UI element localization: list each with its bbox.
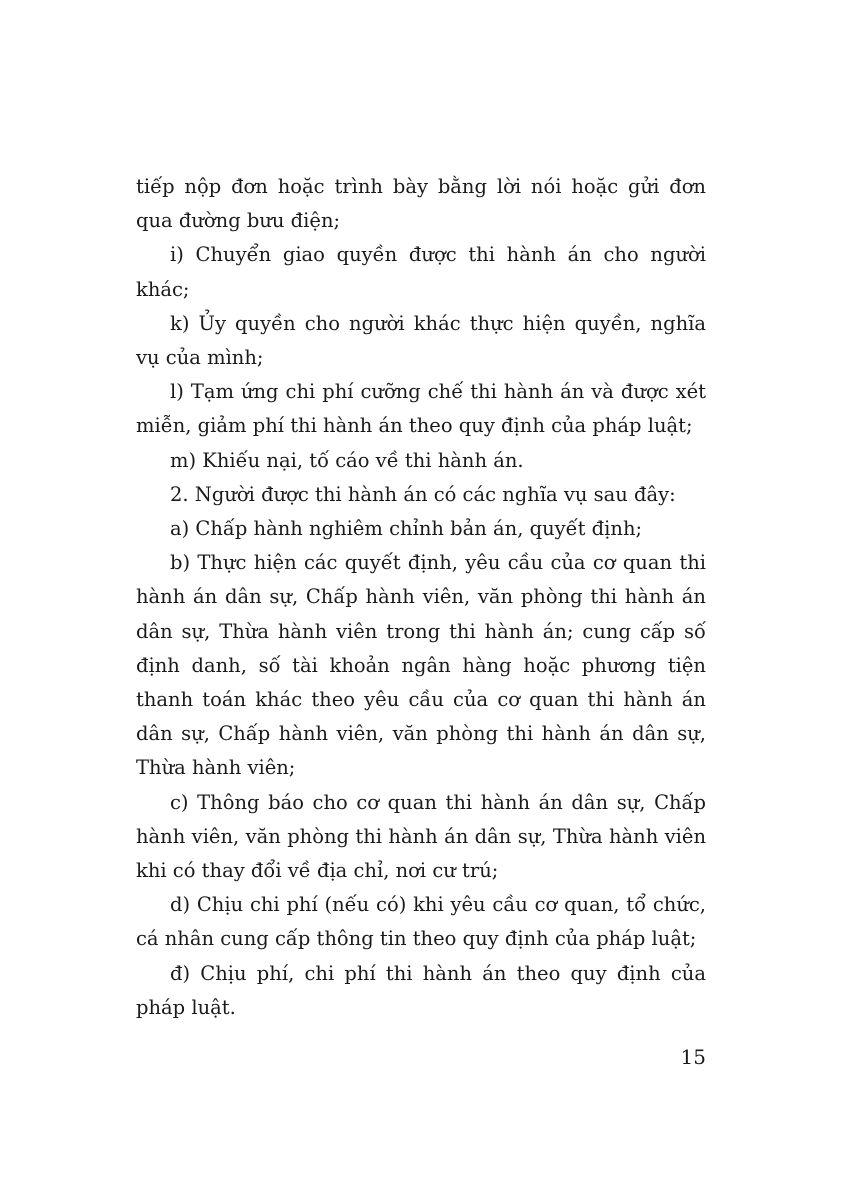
paragraph-item-m: m) Khiếu nại, tố cáo về thi hành án. [170,448,524,472]
paragraph-continuation: tiếp nộp đơn hoặc trình bày bằng lời nói hoặc gửi đơn qua đường bưu điện; [136,175,706,233]
paragraph-item-l: l) Tạm ứng chi phí cưỡng chế thi hành án và được xét miễn, giảm phí thi hành án theo quy định của pháp luật; [136,380,706,438]
paragraph-item-k: k) Ủy quyền cho người khác thực hiện quyền, nghĩa vụ của mình; [136,311,706,370]
body-text [136,170,706,1025]
page-number: 15 [680,1045,706,1069]
paragraph-item-d: d) Chịu chi phí (nếu có) khi yêu cầu cơ quan, tổ chức, cá nhân cung cấp thông tin theo quy định của pháp luật; [136,893,706,951]
paragraph-item-i: i) Chuyển giao quyền được thi hành án cho người khác; [136,243,706,301]
paragraph-item-c: c) Thông báo cho cơ quan thi hành án dân sự, Chấp hành viên, văn phòng thi hành án dân sự, Thừa hành viên khi có thay đổi về địa chỉ, nơi cư trú; [136,790,706,883]
paragraph-clause-2: 2. Người được thi hành án có các nghĩa vụ sau đây: [170,482,676,506]
paragraph-item-dd: đ) Chịu phí, chi phí thi hành án theo quy định của pháp luật. [136,961,706,1019]
paragraph-item-b: b) Thực hiện các quyết định, yêu cầu của cơ quan thi hành án dân sự, Chấp hành viên, văn phòng thi hành án dân sự, Thừa hành viên trong thi hành án; cung cấp số định danh, số tài khoản ngân hàng hoặc phương tiện thanh toán khác theo yêu cầu của cơ quan thi hành án dân sự, Chấp hành viên, văn phòng thi hành án dân sự, Thừa hành viên; [136,551,706,780]
paragraph-item-a: a) Chấp hành nghiêm chỉnh bản án, quyết định; [170,517,643,541]
